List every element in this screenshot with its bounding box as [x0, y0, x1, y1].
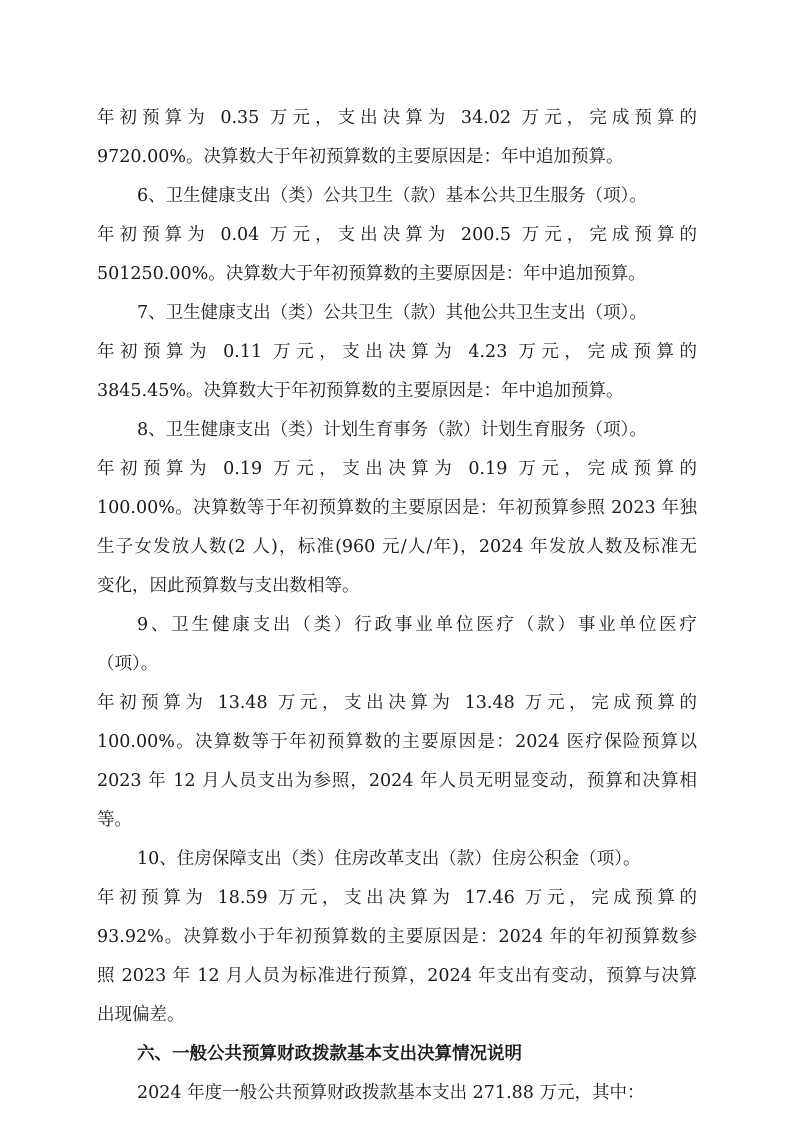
- paragraph-line: 501250.00%。决算数大于年初预算数的主要原因是：年中追加预算。: [97, 264, 646, 284]
- item-heading-7: 7、卫生健康支出（类）公共卫生（款）其他公共卫生支出（项）。: [137, 303, 647, 323]
- paragraph-line: 93.92%。决算数小于年初预算数的主要原因是：2024 年的年初预算数参: [97, 927, 697, 947]
- paragraph-line: 年初预算为 13.48 万元，支出决算为 13.48 万元，完成预算的: [97, 693, 697, 713]
- item-heading-9-cont: （项）。: [97, 654, 159, 674]
- paragraph-line: 年初预算为 0.19 万元，支出决算为 0.19 万元，完成预算的: [97, 459, 697, 479]
- paragraph-line: 生子女发放人数(2 人)，标准(960 元/人/年)，2024 年发放人数及标准无: [97, 537, 697, 557]
- item-heading-10: 10、住房保障支出（类）住房改革支出（款）住房公积金（项）。: [137, 849, 641, 869]
- paragraph-line: 2023 年 12 月人员支出为参照，2024 年人员无明显变动，预算和决算相: [97, 771, 697, 791]
- paragraph-line: 出现偏差。: [97, 1005, 185, 1025]
- paragraph-line: 年初预算为 0.35 万元，支出决算为 34.02 万元，完成预算的: [97, 108, 697, 128]
- section-heading: 六、一般公共预算财政拨款基本支出决算情况说明: [137, 1044, 522, 1064]
- paragraph-line: 年初预算为 18.59 万元，支出决算为 17.46 万元，完成预算的: [97, 888, 697, 908]
- item-heading-6: 6、卫生健康支出（类）公共卫生（款）基本公共卫生服务（项）。: [137, 186, 647, 206]
- paragraph-line: 变化，因此预算数与支出数相等。: [97, 576, 360, 596]
- paragraph-line: 年初预算为 0.04 万元，支出决算为 200.5 万元，完成预算的: [97, 225, 697, 245]
- item-heading-8: 8、卫生健康支出（类）计划生育事务（款）计划生育服务（项）。: [137, 420, 647, 440]
- paragraph-line: 3845.45%。决算数大于年初预算数的主要原因是：年中追加预算。: [97, 381, 624, 401]
- paragraph-line: 100.00%。决算数等于年初预算数的主要原因是：2024 医疗保险预算以: [97, 732, 697, 752]
- paragraph-line: 年初预算为 0.11 万元，支出决算为 4.23 万元，完成预算的: [97, 342, 697, 362]
- paragraph-line: 9720.00%。决算数大于年初预算数的主要原因是：年中追加预算。: [97, 147, 624, 167]
- paragraph-line: 等。: [97, 810, 132, 830]
- paragraph-line: 100.00%。决算数等于年初预算数的主要原因是：年初预算参照 2023 年独: [97, 498, 697, 518]
- item-heading-9: 9、卫生健康支出（类）行政事业单位医疗（款）事业单位医疗: [137, 615, 697, 635]
- summary-line: 2024 年度一般公共预算财政拨款基本支出 271.88 万元，其中：: [137, 1083, 645, 1103]
- paragraph-line: 照 2023 年 12 月人员为标准进行预算，2024 年支出有变动，预算与决算: [97, 966, 697, 986]
